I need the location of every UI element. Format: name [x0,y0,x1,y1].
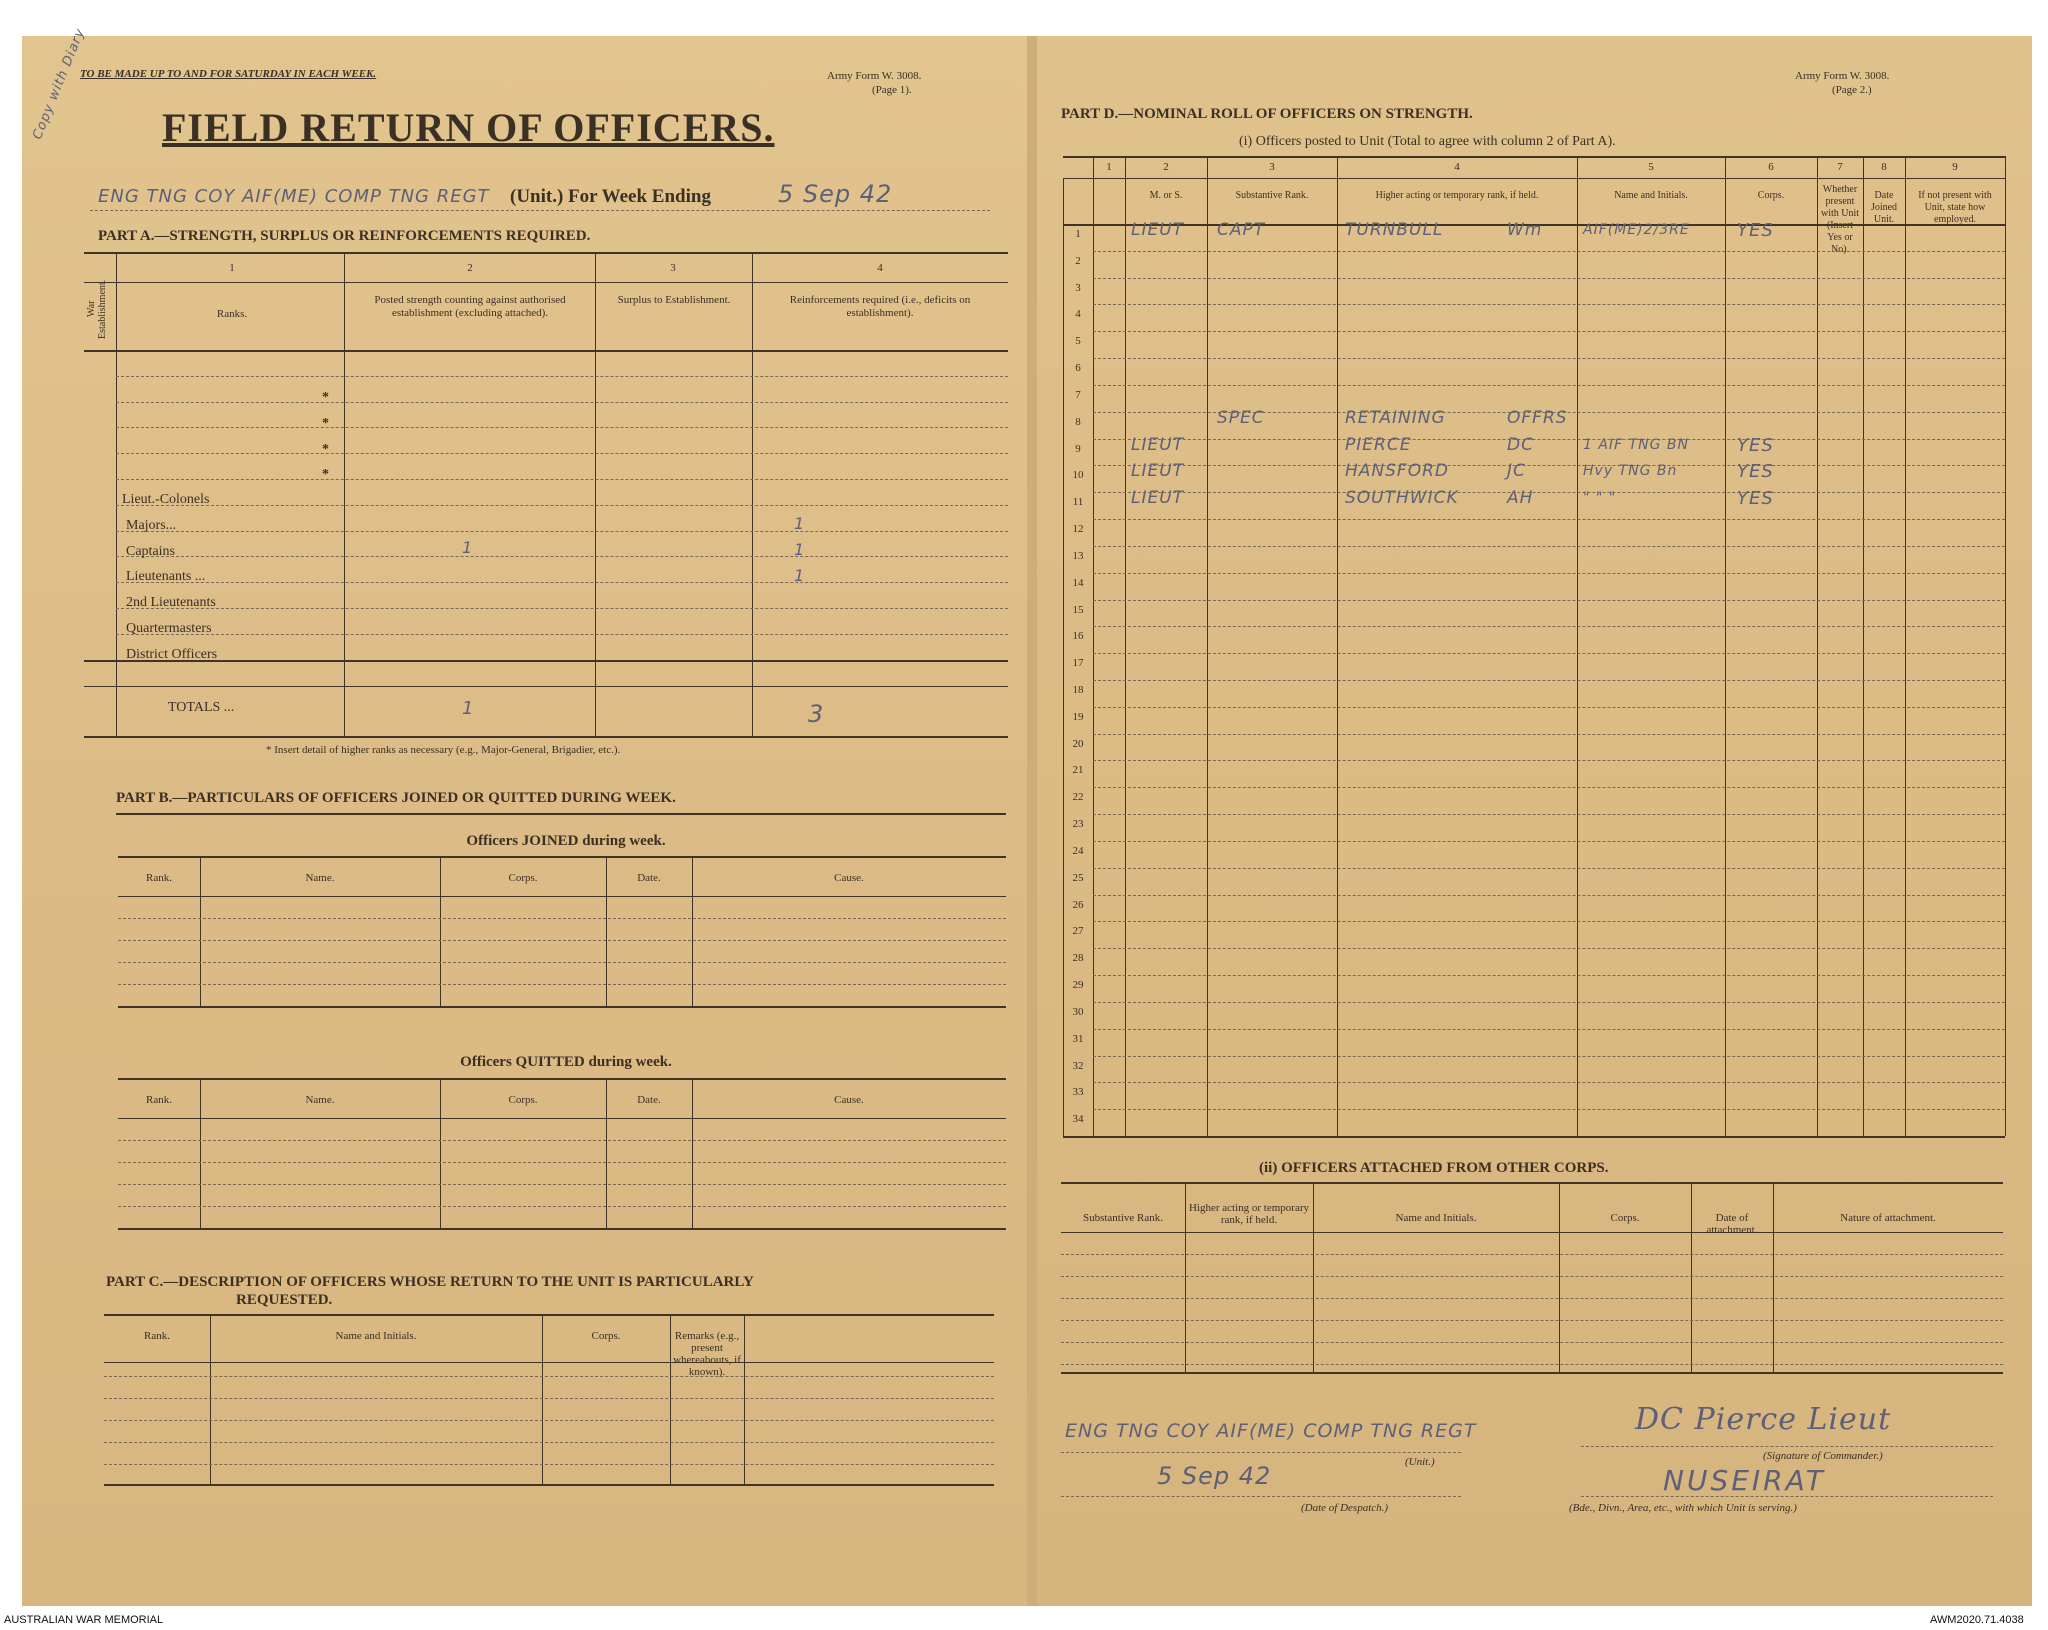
entry-corps: 1 AIF TNG BN [1583,436,1689,453]
table-row-line [1093,251,2005,252]
entry-initials: AH [1507,488,1534,509]
row-number: 4 [1075,308,1081,321]
joined-heading: Officers JOINED during week. [466,833,666,849]
table-column-header: Cause. [834,872,864,884]
row-number: 10 [1072,469,1084,482]
rank-star: * [322,467,329,483]
row-number: 5 [1075,335,1081,348]
table-column-header: Rank. [146,1094,172,1106]
table-row-line [1093,895,2005,896]
part-a-col-num: 1 [229,262,235,274]
table-row-line [1093,278,2005,279]
table-column-rule [1863,156,1864,1136]
war-establishment-label: War Establishment. [86,279,108,339]
part-d-col-header: Whether present with Unit (Insert Yes or No). [1820,184,1860,255]
totals-posted-handwritten: 1 [462,698,475,719]
table-row-line [1093,868,2005,869]
table-row-line [1061,1276,2003,1277]
part-d-col-header: Substantive Rank. [1235,190,1309,201]
table-row-line [1093,600,2005,601]
table-row-line [1093,760,2005,761]
table-column-rule [1093,156,1094,1136]
attached-col-header: Higher acting or temporary rank, if held. [1188,1202,1310,1226]
table-column-header: Name. [305,872,335,884]
part-c-heading-cont: REQUESTED. [236,1292,333,1308]
table-row-line [1061,1364,2003,1365]
part-d-subheading: (i) Officers posted to Unit (Total to agree with column 2 of Part A). [1239,134,1616,149]
entry-acting-rank: SPEC [1217,407,1265,428]
part-a-row-line [116,453,1008,454]
table-row-line [1061,1342,2003,1343]
week-ending-handwritten: 5 Sep 42 [778,180,893,208]
part-a-footnote: * Insert detail of higher ranks as necessary (e.g., Major-General, Brigadier, etc.). [266,744,621,756]
part-a-row-line [116,479,1008,480]
rank-star: * [322,415,329,431]
attached-heading: (ii) OFFICERS ATTACHED FROM OTHER CORPS. [1259,1160,1609,1176]
table-row-line [118,918,1006,919]
rank-label: District Officers [126,647,218,662]
table-column-rule [1691,1182,1692,1372]
entry-present: YES [1737,220,1774,241]
part-a-row-line [116,608,1008,609]
table-row-line [1093,734,2005,735]
entry-present: YES [1737,461,1774,483]
row-number: 31 [1072,1032,1084,1045]
table-rule [1061,1182,2003,1184]
entry-present: YES [1737,434,1774,456]
location-label: (Bde., Divn., Area, etc., with which Unit is serving.) [1569,1502,1797,1514]
table-column-header: Name. [305,1094,335,1106]
table-column-rule [2005,156,2006,1136]
entry-substantive-rank: LIEUT [1131,461,1185,482]
part-a-row-line [116,402,1008,403]
entry-initials: OFFRS [1507,407,1568,428]
page-fold [1027,36,1037,1606]
archive-reference: AWM2020.71.4038 [1930,1614,2024,1626]
table-row-line [1093,1002,2005,1003]
part-a-col-surplus: Surplus to Establishment. [617,294,731,306]
part-d-col-num: 9 [1952,161,1958,173]
part-a-row-line [116,376,1008,377]
table-row-line [1093,787,2005,788]
row-number: 21 [1072,764,1084,777]
row-number: 6 [1075,362,1081,375]
row-number: 26 [1072,898,1084,911]
row-number: 34 [1072,1113,1084,1126]
table-row-line [118,940,1006,941]
entry-name: HANSFORD [1345,461,1449,482]
captains-posted-handwritten: 1 [462,538,474,557]
row-number: 8 [1075,415,1081,428]
entry-substantive-rank: LIEUT [1131,488,1185,509]
table-row-line [118,1140,1006,1141]
attached-col-header: Corps. [1610,1212,1640,1224]
table-row-line [1093,975,2005,976]
table-column-rule [1207,156,1208,1136]
table-column-header: Corps. [508,1094,538,1106]
table-row-line [1093,331,2005,332]
row-number: 1 [1075,228,1081,240]
table-column-rule [1725,156,1726,1136]
table-rule [1061,1232,2003,1233]
row-number: 24 [1072,844,1084,857]
part-d-col-header: Corps. [1757,190,1785,201]
row-number: 14 [1072,576,1084,589]
part-d-col-header: M. or S. [1149,190,1183,201]
form-number: Army Form W. 3008. [827,70,922,82]
form-page-2 [1037,36,2032,1606]
entry-acting-rank: CAPT [1217,220,1266,240]
table-column-rule [1905,156,1906,1136]
part-d-col-num: 4 [1454,161,1460,173]
rank-label: Quartermasters [126,621,212,636]
table-row-line [104,1398,994,1399]
attached-col-header: Substantive Rank. [1082,1212,1164,1224]
table-row-line [1093,841,2005,842]
entry-initials: JC [1507,461,1526,482]
table-column-header: Cause. [834,1094,864,1106]
table-column-header: Date. [637,1094,661,1106]
table-column-rule [1817,156,1818,1136]
part-b-heading: PART B.—PARTICULARS OF OFFICERS JOINED OR QUITTED DURING WEEK. [116,790,676,806]
row-number: 25 [1072,871,1084,884]
table-row-line [104,1376,994,1377]
table-rule [1063,1136,2005,1138]
row-number: 16 [1072,630,1084,643]
table-row-line [1093,465,2005,466]
part-a-row-line [116,582,1008,583]
totals-reinforcement-handwritten: 3 [808,700,825,728]
part-d-col-num: 8 [1881,161,1887,173]
table-column-rule [1313,1182,1314,1372]
attached-col-header: Nature of attachment. [1840,1212,1936,1224]
part-a-col-reinforcements: Reinforcements required (i.e., deficits on establishment). [789,294,971,319]
entry-corps: Hvy TNG Bn [1583,463,1678,480]
table-row-line [1093,492,2005,493]
part-d-col-num: 5 [1648,161,1654,173]
table-column-rule [1559,1182,1560,1372]
captains-reinforcement-handwritten: 1 [794,540,806,559]
table-column-header: Name and Initials. [335,1330,417,1342]
table-row-line [118,962,1006,963]
part-d-heading: PART D.—NOMINAL ROLL OF OFFICERS ON STRENGTH. [1061,106,1473,122]
table-column-rule [1185,1182,1186,1372]
attached-col-header: Date of attachment. [1706,1212,1758,1236]
table-column-header: Corps. [508,872,538,884]
unit-handwritten-p2: ENG TNG COY AIF(ME) COMP TNG REGT [1065,1420,1477,1442]
table-row-line [118,1162,1006,1163]
entry-corps: AIF(ME)2/3RE [1583,222,1690,238]
entry-name: SOUTHWICK [1345,488,1459,509]
entry-initials: DC [1507,434,1534,455]
row-number: 22 [1072,791,1084,804]
row-number: 7 [1075,388,1081,401]
part-a-col-ranks: Ranks. [216,308,248,320]
table-row-line [1093,304,2005,305]
table-row-line [1061,1320,2003,1321]
part-d-col-num: 7 [1837,161,1843,173]
table-row-line [1093,519,2005,520]
part-d-col-num: 3 [1269,161,1275,173]
row-number: 23 [1072,818,1084,831]
row-number: 3 [1075,281,1081,294]
top-instruction: TO BE MADE UP TO AND FOR SATURDAY IN EACH WEEK. [80,68,377,80]
entry-initials: Wm [1507,220,1543,240]
part-a-col-num: 3 [670,262,676,274]
table-row-line [118,1206,1006,1207]
table-row-line [1093,1056,2005,1057]
rank-label: Lieutenants ... [126,569,206,584]
entry-corps: " " " [1583,490,1617,507]
despatch-date-handwritten: 5 Sep 42 [1157,1462,1272,1490]
table-row-line [104,1464,994,1465]
table-row-line [1093,626,2005,627]
form-title: FIELD RETURN OF OFFICERS. [162,105,775,150]
row-number: 30 [1072,1005,1084,1018]
rank-label: Majors... [126,518,177,533]
table-row-line [104,1420,994,1421]
table-row-line [1093,1082,2005,1083]
part-a-col-posted: Posted strength counting against authorised establishment (excluding attached). [374,294,566,319]
rank-label: Captains [126,544,175,559]
unit-label-p2: (Unit.) [1405,1456,1435,1468]
table-rule [1061,1372,2003,1374]
majors-reinforcement-handwritten: 1 [794,514,806,533]
table-row-line [1093,1109,2005,1110]
part-d-col-num: 2 [1163,161,1169,173]
entry-name: PIERCE [1345,434,1412,455]
signature-label: (Signature of Commander.) [1763,1450,1883,1462]
row-number: 28 [1072,952,1084,965]
table-row-line [1093,546,2005,547]
row-number: 20 [1072,737,1084,750]
table-column-rule [1577,156,1578,1136]
table-column-rule [1125,156,1126,1136]
archive-credit: AUSTRALIAN WAR MEMORIAL [4,1614,164,1626]
table-column-header: Corps. [591,1330,621,1342]
rank-label: 2nd Lieutenants [126,595,216,610]
table-row-line [1093,921,2005,922]
table-row-line [1093,573,2005,574]
row-number: 19 [1072,710,1084,723]
part-a-row-line [116,531,1008,532]
table-column-header: Remarks (e.g., present whereabouts, if known). [673,1330,741,1378]
part-a-row-line [116,427,1008,428]
location-handwritten: NUSEIRAT [1663,1464,1826,1497]
row-number: 32 [1072,1059,1084,1072]
margin-note: Copy with Diary [30,26,89,142]
row-number: 12 [1072,523,1084,536]
part-a-col-num: 2 [467,262,473,274]
row-number: 33 [1072,1086,1084,1099]
part-a-row-line [116,505,1008,506]
row-number: 2 [1075,254,1081,267]
quitted-heading: Officers QUITTED during week. [460,1054,672,1070]
table-column-header: Rank. [144,1330,170,1342]
entry-name: RETAINING [1345,407,1446,428]
form-number-p2: Army Form W. 3008. [1795,70,1890,82]
table-row-line [1093,814,2005,815]
table-column-rule [1773,1182,1774,1372]
table-row-line [1093,358,2005,359]
row-number: 18 [1072,684,1084,696]
row-number: 9 [1075,442,1081,455]
table-row-line [1093,653,2005,654]
table-row-line [1093,680,2005,681]
part-d-col-header: Date Joined Unit. [1870,190,1898,225]
lieutenants-reinforcement-handwritten: 1 [794,566,806,585]
unit-name-handwritten: ENG TNG COY AIF(ME) COMP TNG REGT [98,186,490,207]
table-row-line [1061,1298,2003,1299]
page-number-p2: (Page 2.) [1832,84,1872,96]
part-a-row-line [116,634,1008,635]
table-row-line [1093,439,2005,440]
table-row-line [1061,1254,2003,1255]
despatch-date-label: (Date of Despatch.) [1301,1502,1389,1514]
part-d-col-header: If not present with Unit, state how employed. [1918,190,1992,225]
entry-present: YES [1737,488,1774,510]
table-column-rule [1337,156,1338,1136]
rank-star: * [322,441,329,457]
table-row-line [1093,385,2005,386]
table-row-line [1093,1029,2005,1030]
table-row-line [118,1184,1006,1185]
entry-substantive-rank: LIEUT [1131,434,1185,455]
part-d-col-num: 6 [1768,161,1774,173]
row-number: 17 [1072,657,1084,670]
part-d-col-num: 1 [1106,161,1112,173]
row-number: 11 [1072,496,1084,509]
table-row-line [1093,707,2005,708]
part-d-col-header: Higher acting or temporary rank, if held. [1375,190,1539,201]
attached-col-header: Name and Initials. [1395,1212,1477,1224]
part-d-col-header: Name and Initials. [1614,190,1688,201]
table-row-line [1093,948,2005,949]
table-row-line [104,1442,994,1443]
entry-substantive-rank: LIEUT [1131,220,1185,240]
part-c-heading: PART C.—DESCRIPTION OF OFFICERS WHOSE RETURN TO THE UNIT IS PARTICULARLY [106,1274,754,1290]
entry-name: TURNBULL [1345,220,1444,240]
page-number: (Page 1). [872,84,912,96]
row-number: 27 [1072,925,1084,938]
table-column-header: Rank. [146,872,172,884]
row-number: 29 [1072,979,1084,992]
part-a-heading: PART A.—STRENGTH, SURPLUS OR REINFORCEMENTS REQUIRED. [98,228,591,244]
part-a-col-num: 4 [877,262,883,274]
rank-star: * [322,390,329,405]
part-a-row-line [116,556,1008,557]
rank-label: Lieut.-Colonels [122,492,210,507]
totals-label: TOTALS ... [168,700,235,715]
form-page-1 [22,26,1027,1606]
row-number: 13 [1072,549,1084,562]
unit-week-label: (Unit.) For Week Ending [510,186,711,207]
table-column-rule [744,1314,745,1484]
commander-signature: DC Pierce Lieut [1635,1402,1892,1437]
row-number: 15 [1072,603,1084,616]
table-row-line [118,984,1006,985]
table-column-header: Date. [637,872,661,884]
